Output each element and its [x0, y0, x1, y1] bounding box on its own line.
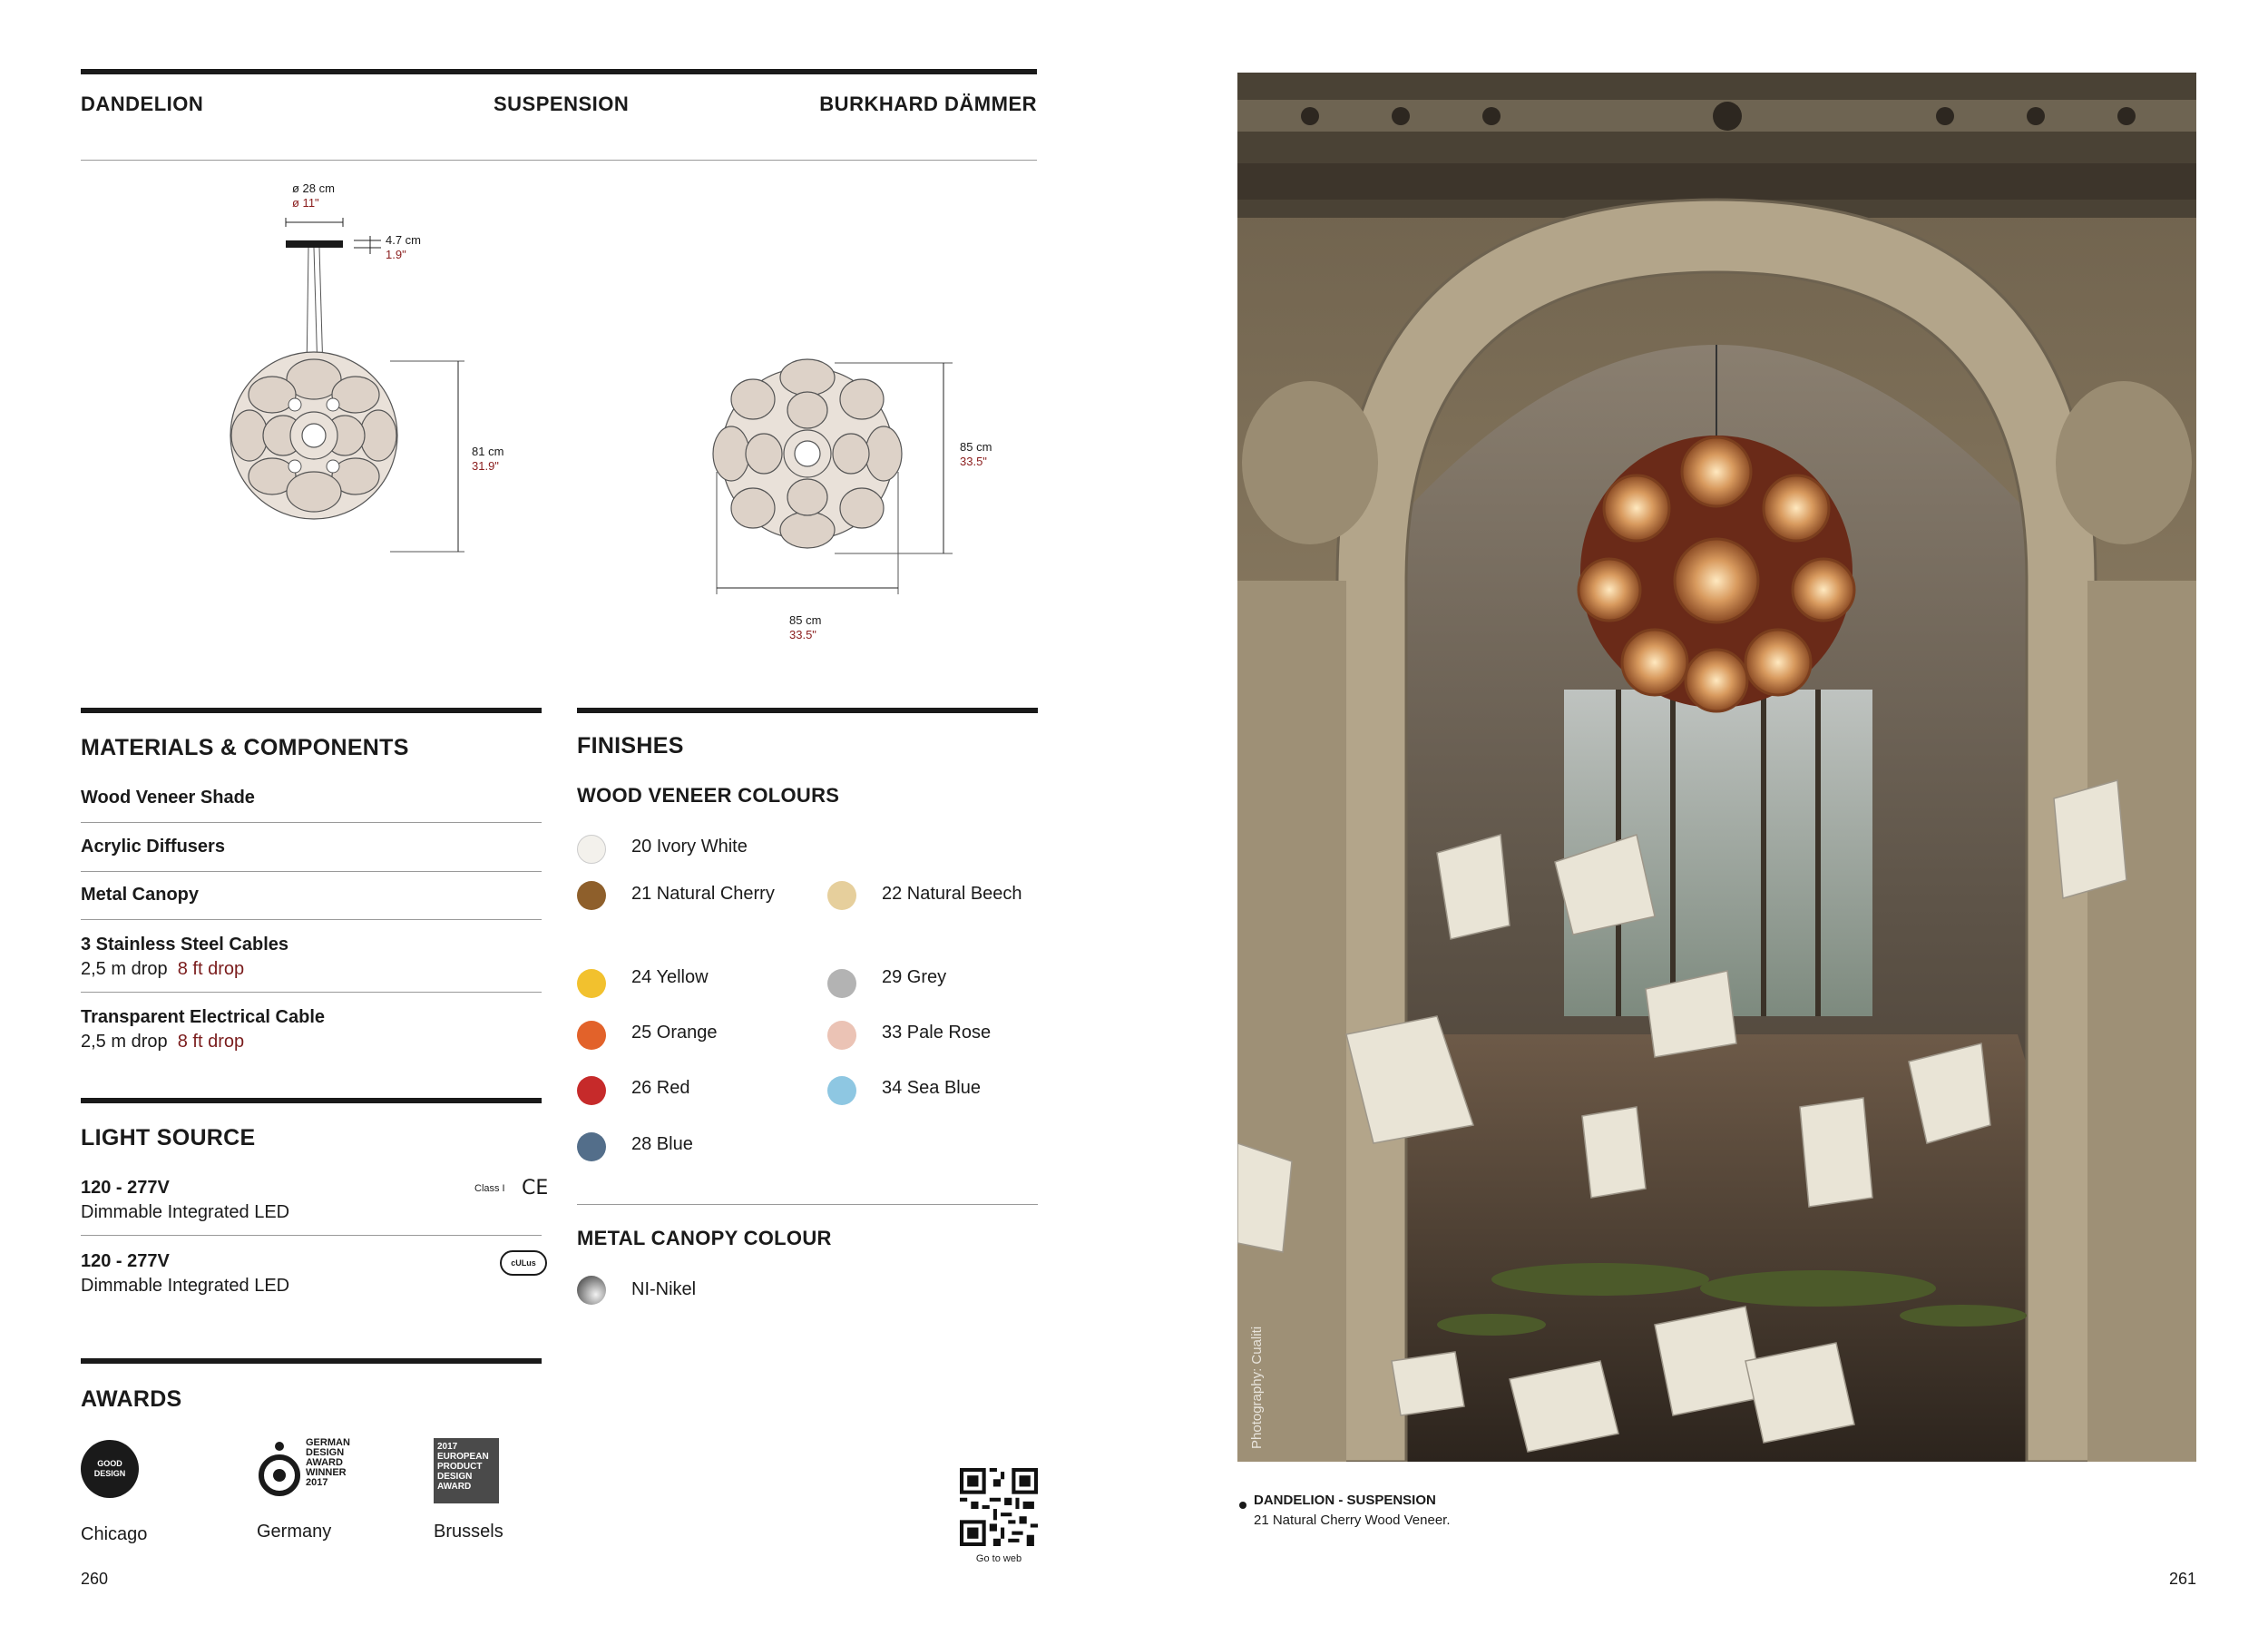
swatch-blue: [577, 1132, 606, 1161]
qr-caption[interactable]: Go to web: [975, 1553, 1022, 1564]
top-view-width-imperial: 33.5": [789, 628, 816, 641]
material-acrylic: Acrylic Diffusers: [81, 837, 225, 857]
light-source-item: 120 - 277V Dimmable Integrated LED: [81, 1251, 290, 1296]
canopy-height-metric: 4.7 cm: [386, 233, 422, 247]
good-design-award-icon: GOOD DESIGN: [81, 1440, 139, 1498]
swatch-orange: [577, 1021, 606, 1050]
top-view-height-label: [960, 440, 992, 469]
materials-rule: [81, 708, 542, 713]
top-view-height-imperial: 33.5": [960, 455, 987, 468]
swatch-label: 26 Red: [631, 1078, 690, 1098]
product-type: SUSPENSION: [494, 93, 630, 115]
canopy-diameter-metric: ø 28 cm: [292, 181, 335, 195]
swatch-red: [577, 1076, 606, 1105]
bullet-icon: [1239, 1502, 1246, 1509]
swatch-label: 28 Blue: [631, 1134, 693, 1154]
top-view-width-metric: 85 cm: [789, 613, 822, 627]
material-steel-cables: 3 Stainless Steel Cables 2,5 m drop 8 ft drop: [81, 935, 289, 979]
top-view-height-metric: 85 cm: [960, 440, 992, 454]
swatch-yellow: [577, 969, 606, 998]
ce-mark-icon: CE: [522, 1177, 549, 1199]
swatch-label: 22 Natural Beech: [882, 884, 1022, 904]
swatch-label: 29 Grey: [882, 967, 947, 987]
header-rule: [81, 69, 1037, 74]
material-wood-veneer: Wood Veneer Shade: [81, 788, 255, 808]
canopy-diameter-imperial: ø 11": [292, 196, 319, 210]
awards-title: AWARDS: [81, 1386, 182, 1412]
qr-code-icon[interactable]: [960, 1468, 1038, 1546]
awards-rule: [81, 1358, 542, 1364]
swatch-natural-cherry: [577, 881, 606, 910]
canopy-height-imperial: 1.9": [386, 248, 406, 261]
swatch-ni-nikel: [577, 1276, 606, 1305]
class-label: Class I: [474, 1183, 505, 1194]
swatch-label: 34 Sea Blue: [882, 1078, 981, 1098]
fixture-height-label: [472, 445, 503, 474]
swatch-label: 21 Natural Cherry: [631, 884, 775, 904]
photo-caption-text: 21 Natural Cherry Wood Veneer.: [1254, 1513, 1451, 1528]
photo-caption-title: DANDELION - SUSPENSION: [1254, 1493, 1436, 1508]
ul-listed-mark-icon: cULus: [500, 1250, 547, 1276]
light-source-rule: [81, 1098, 542, 1103]
product-photo: [1237, 73, 2196, 1462]
canopy-height-label: [386, 233, 421, 262]
swatch-sea-blue: [827, 1076, 856, 1105]
swatch-pale-rose: [827, 1021, 856, 1050]
light-source-title: LIGHT SOURCE: [81, 1125, 256, 1150]
divider: [577, 1204, 1038, 1205]
swatch-natural-beech: [827, 881, 856, 910]
divider: [81, 919, 542, 920]
swatch-label: 20 Ivory White: [631, 837, 748, 857]
german-design-award-icon: [257, 1439, 302, 1499]
european-product-design-award-icon: 2017 EUROPEAN PRODUCT DESIGN AWARD: [434, 1438, 499, 1503]
room-scene-image: [1237, 73, 2196, 1462]
metal-canopy-title: METAL CANOPY COLOUR: [577, 1227, 832, 1249]
german-design-award-text: GERMAN DESIGN AWARD WINNER 2017: [306, 1437, 350, 1488]
page-number-left: 260: [81, 1570, 109, 1588]
award-city-brussels: Brussels: [434, 1522, 503, 1542]
product-name: DANDELION: [81, 93, 204, 115]
material-electrical-cable: Transparent Electrical Cable 2,5 m drop 8 ft drop: [81, 1007, 326, 1052]
swatch-label: 24 Yellow: [631, 967, 709, 987]
finishes-title: FINISHES: [577, 733, 684, 759]
swatch-label: 33 Pale Rose: [882, 1023, 992, 1043]
technical-drawing: [181, 172, 998, 662]
swatch-label: NI-Nikel: [631, 1279, 697, 1299]
canopy-diameter-label: [292, 181, 335, 210]
page-number-right: 261: [2168, 1570, 2196, 1588]
top-view-width-label: [789, 613, 821, 642]
material-metal-canopy: Metal Canopy: [81, 885, 200, 905]
materials-title: MATERIALS & COMPONENTS: [81, 735, 409, 760]
top-view-drawing: [713, 359, 953, 594]
fixture-height-imperial: 31.9": [472, 459, 499, 473]
award-city-germany: Germany: [257, 1522, 332, 1542]
divider: [81, 1235, 542, 1236]
swatch-grey: [827, 969, 856, 998]
divider: [81, 992, 542, 993]
wood-colours-title: WOOD VENEER COLOURS: [577, 784, 840, 807]
swatch-ivory-white: [577, 835, 606, 864]
designer-name: BURKHARD DÄMMER: [819, 93, 1037, 115]
divider: [81, 871, 542, 872]
side-view-drawing: [230, 218, 464, 552]
light-source-item: 120 - 277V Dimmable Integrated LED: [81, 1178, 290, 1222]
header-divider: [81, 160, 1037, 161]
award-city-chicago: Chicago: [81, 1524, 148, 1544]
swatch-label: 25 Orange: [631, 1023, 718, 1043]
finishes-rule: [577, 708, 1038, 713]
fixture-height-metric: 81 cm: [472, 445, 504, 458]
photo-credit: Photography: Cualiti: [1249, 1326, 1265, 1449]
divider: [81, 822, 542, 823]
